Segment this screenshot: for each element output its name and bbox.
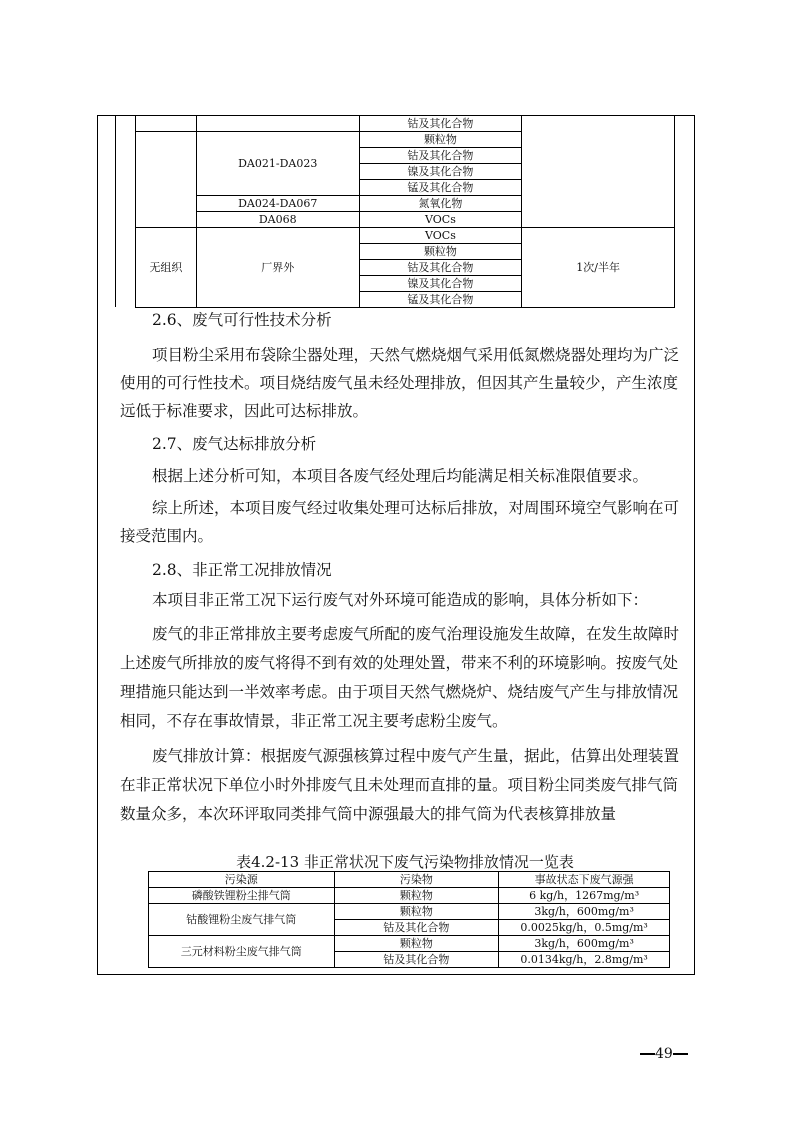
section-2-8-body-1: 本项目非正常工况下运行废气对外环境可能造成的影响，具体分析如下：	[152, 591, 649, 609]
pollutant-cell: VOCs	[359, 228, 522, 244]
value-cell: 0.0025kg/h，0.5mg/m³	[499, 920, 670, 936]
outlet-id-cell: DA021-DA023	[196, 132, 359, 196]
location-cell: 厂界外	[196, 228, 359, 308]
outlet-id-cell: DA024-DA067	[196, 196, 359, 212]
inner-border-line	[115, 115, 116, 307]
value-cell: 0.0134kg/h，2.8mg/m³	[499, 952, 670, 968]
section-2-8-body-3: 废气排放计算：根据废气源强核算过程中废气产生量，据此，估算出处理装置在非正常状况下单位小时外排废气且未处理而直排的量。项目粉尘同类废气排气筒数量众多，本次环评取同类排气筒中源强最大的排气筒为代表核算排放量	[120, 747, 680, 823]
column-header: 事故状态下废气源强	[499, 872, 670, 888]
pollutant-cell: 锰及其化合物	[359, 292, 522, 308]
pollutant-cell: 镍及其化合物	[359, 164, 522, 180]
section-2-7-body-1: 根据上述分析可知，本项目各废气经处理后均能满足相关标准限值要求。	[152, 467, 649, 485]
outlet-id-cell: DA068	[196, 212, 359, 228]
page-number	[640, 1046, 688, 1062]
dash-icon	[673, 1053, 688, 1055]
pollutant-cell: 锰及其化合物	[359, 180, 522, 196]
pollutant-cell: 钴及其化合物	[359, 116, 522, 132]
pollutant-cell: 钴及其化合物	[359, 260, 522, 276]
source-cell: 钴酸锂粉尘废气排气筒	[149, 904, 335, 936]
pollutant-cell: 颗粒物	[334, 888, 499, 904]
pollutant-cell: 钴及其化合物	[359, 148, 522, 164]
dash-icon	[640, 1053, 655, 1055]
table-row	[136, 116, 675, 132]
value-cell: 3kg/h，600mg/m³	[499, 936, 670, 952]
section-2-6-body: 项目粉尘采用布袋除尘器处理，天然气燃烧烟气采用低氮燃烧器处理均为广泛使用的可行性技术。项目烧结废气虽未经处理排放，但因其产生量较少，产生浓度远低于标准要求，因此可达标排放。	[120, 346, 680, 420]
source-cell: 三元材料粉尘废气排气筒	[149, 936, 335, 968]
section-2-8-body-2: 废气的非正常排放主要考虑废气所配的废气治理设施发生故障，在发生故障时上述废气所排放的废气将得不到有效的处理处置，带来不利的环境影响。按废气处理措施只能达到一半效率考虑。由于项目天然气燃烧炉、烧结废气产生与排放情况相同，不存在事故情景，非正常工况主要考虑粉尘废气。	[120, 625, 680, 730]
frequency-cell: 1次/半年	[522, 228, 675, 308]
pollutant-cell: 镍及其化合物	[359, 276, 522, 292]
table-row	[149, 888, 670, 904]
pollutant-cell: 颗粒物	[359, 132, 522, 148]
column-header: 污染源	[149, 872, 335, 888]
abnormal-emission-table	[148, 871, 670, 968]
pollutant-cell: VOCs	[359, 212, 522, 228]
pollutant-cell: 氮氧化物	[359, 196, 522, 212]
monitoring-table	[135, 116, 675, 308]
pollutant-cell: 颗粒物	[359, 244, 522, 260]
table-row	[136, 228, 675, 244]
section-2-6-title: 2.6、废气可行性技术分析	[152, 311, 332, 329]
pollutant-cell: 钴及其化合物	[334, 952, 499, 968]
table-row	[149, 904, 670, 920]
section-2-7-body-2: 综上所述，本项目废气经过收集处理可达标后排放，对周围环境空气影响在可接受范围内。	[120, 499, 680, 545]
pollutant-cell: 钴及其化合物	[334, 920, 499, 936]
table-row	[149, 936, 670, 952]
source-cell: 磷酸铁锂粉尘排气筒	[149, 888, 335, 904]
table-caption: 表4.2-13 非正常状况下废气污染物排放情况一览表	[236, 853, 574, 871]
column-header: 污染物	[334, 872, 499, 888]
value-cell: 6 kg/h，1267mg/m³	[499, 888, 670, 904]
page-number-text: 49	[655, 1046, 673, 1062]
section-2-8-title: 2.8、非正常工况排放情况	[152, 561, 332, 579]
table-header-row	[149, 872, 670, 888]
emission-type-cell: 无组织	[136, 228, 197, 308]
pollutant-cell: 颗粒物	[334, 936, 499, 952]
value-cell: 3kg/h，600mg/m³	[499, 904, 670, 920]
pollutant-cell: 颗粒物	[334, 904, 499, 920]
section-2-7-title: 2.7、废气达标排放分析	[152, 435, 317, 453]
